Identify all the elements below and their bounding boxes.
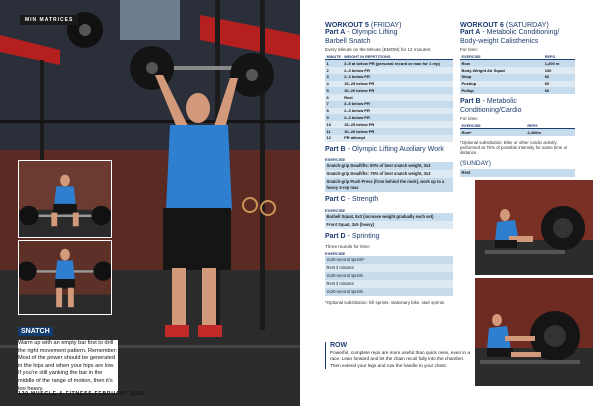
friday-part-b-header: EXERCISE <box>325 157 346 163</box>
exercise-cell: Pushup <box>460 81 543 88</box>
minute-cell: 8 <box>325 108 343 115</box>
row-title: ROW <box>330 342 348 349</box>
table-header-weight: WEIGHT IN REPETITIONS <box>343 54 453 60</box>
minute-cell: 7 <box>325 101 343 108</box>
weight-cell: 10–20 below PR <box>343 87 453 94</box>
table-header-reps: REPS <box>526 123 575 129</box>
saturday-footnote: *Optional substitution: Bike or other cardio activity performed at 75% of possible intensity for same time or distance. <box>460 140 568 156</box>
friday-footnote: *Optional substitution: hill sprints, stationary bike, stair sprints. <box>325 300 446 306</box>
minute-cell: 9 <box>325 114 343 121</box>
friday-part-c <box>325 196 453 205</box>
weight-cell: Rest <box>343 94 453 101</box>
minute-cell: 12 <box>325 135 343 142</box>
list-item: Barbell Squat, 5x3 (increase weight gradually each set) <box>325 213 453 221</box>
minute-cell: 4 <box>325 81 343 88</box>
saturday-part-a-label: Part A <box>460 29 481 36</box>
saturday-part-b-name: - Metabolic Conditioning/Cardio <box>460 98 522 114</box>
table-row <box>325 87 453 94</box>
weight-cell: 3–5 below PR <box>343 101 453 108</box>
snatch-emom-table <box>325 54 453 142</box>
table-row <box>460 67 575 74</box>
weight-cell: PR attempt <box>343 135 453 142</box>
list-item: Snatch-grip Push Press (from behind the neck), work up to a heavy 3-rep max <box>325 178 453 192</box>
calisthenics-table <box>460 54 575 94</box>
table-header-exercise: EXERCISE <box>460 54 543 60</box>
weight-cell: 15–25 below PR <box>343 121 453 128</box>
table-row <box>325 101 453 108</box>
saturday-part-a-note: For time: <box>460 47 479 52</box>
table-row <box>325 94 453 101</box>
friday-part-a-note: Every Minute on the Minute (EMOM) for 12 minutes: <box>325 47 432 52</box>
list-item: Snatch-grip Deadlifts: 75% of best snatch weight, 3x3 <box>325 170 453 178</box>
table-row <box>325 114 453 121</box>
sunday-rest: Rest <box>460 169 575 177</box>
friday-part-d-note: Three rounds for time: <box>325 244 371 250</box>
minute-cell: 1 <box>325 60 343 67</box>
weight-cell: 10–20 below PR <box>343 128 453 135</box>
friday-part-a-name2: Barbell Snatch <box>325 37 371 45</box>
list-item: Front Squat, 3x5 (heavy) <box>325 221 453 229</box>
cardio-table <box>460 123 575 136</box>
table-row <box>460 87 575 94</box>
friday-part-d-header: EXERCISE <box>325 251 346 257</box>
saturday-part-b-label: Part B <box>460 98 481 106</box>
minute-cell: 10 <box>325 121 343 128</box>
list-item: Rest 3 minutes <box>325 264 453 272</box>
snatch-text: Warm up with an empty bar first to drill the right movement pattern. Remember: Most of the power should be generated in the hips and when your hips are low. If you're still yanking the bar in the middle of the range of motion, then it's too heavy. <box>18 340 118 392</box>
sunday-label: (SUNDAY) <box>460 160 491 168</box>
saturday-part-b <box>460 98 575 115</box>
workout-5-title <box>325 20 453 29</box>
list-item: Rest 3 minutes <box>325 280 453 288</box>
minute-cell: 5 <box>325 87 343 94</box>
friday-part-c-label: Part C <box>325 196 346 204</box>
table-row <box>325 135 453 142</box>
weight-cell: 2–3 below PR <box>343 67 453 74</box>
friday-part-b-label: Part B <box>325 145 346 153</box>
friday-part-d-label: Part D <box>325 232 346 240</box>
exercise-cell: Pullup <box>460 87 543 94</box>
friday-part-c-header: EXERCISE <box>325 207 346 213</box>
workout-5-day: (FRIDAY) <box>370 20 402 29</box>
reps-cell: 60 <box>543 81 575 88</box>
rowing-photo-catch <box>475 180 593 275</box>
reps-cell: 2,400m <box>526 129 575 136</box>
minute-cell: 6 <box>325 94 343 101</box>
rowing-photo-finish <box>475 278 593 386</box>
workout-5-label: WORKOUT 5 <box>325 20 369 29</box>
friday-part-d-name: - Sprinting <box>347 232 380 240</box>
workout-6-day: (SATURDAY) <box>505 20 549 29</box>
snatch-caption <box>18 320 118 393</box>
section-tag: MIN MATRICES <box>20 15 78 25</box>
minute-cell: 11 <box>325 128 343 135</box>
table-header-reps: REPS <box>543 54 575 60</box>
row-text: Powerful, complete reps are more useful than quick ones, even in a race. Lean forward and let the chain recoil fully into the chamber. Then extend your legs and row the handle to your chest. <box>330 350 470 368</box>
weight-cell: 15–25 below PR <box>343 81 453 88</box>
weight-cell: 2–3 below PR <box>343 108 453 115</box>
table-header-minute: MINUTE <box>326 54 342 59</box>
friday-part-d <box>325 233 453 242</box>
weight-cell: 2–3 below PR <box>343 114 453 121</box>
row-caption <box>325 342 473 369</box>
saturday-part-a-name: - Metabolic Conditioning/ Body-weight Calisthenics <box>460 29 560 45</box>
friday-part-c-name: - Strength <box>347 196 379 204</box>
workout-6-title <box>460 20 575 29</box>
weight-cell: 2–3 below PR <box>343 74 453 81</box>
table-row <box>325 74 453 81</box>
workout-5-column <box>325 20 453 305</box>
minute-cell: 3 <box>325 74 343 81</box>
snatch-title: SNATCH <box>18 327 53 336</box>
exercise-cell: Row* <box>460 129 526 136</box>
friday-part-b <box>325 146 453 155</box>
table-row <box>325 67 453 74</box>
saturday-part-a <box>460 29 575 46</box>
list-item: 2x20-second sprints <box>325 288 453 296</box>
exercise-cell: Body-Weight Air Squat <box>460 67 543 74</box>
table-row <box>325 60 453 67</box>
friday-part-a-name: - Olympic Lifting <box>347 29 398 36</box>
friday-part-a <box>325 29 453 46</box>
reps-cell: 100 <box>543 67 575 74</box>
snatch-photo-start <box>18 160 112 238</box>
table-header-exercise: EXERCISE <box>460 123 526 129</box>
reps-cell: 60 <box>543 87 575 94</box>
workout-6-label: WORKOUT 6 <box>460 20 504 29</box>
friday-part-a-label: Part A <box>325 29 346 36</box>
table-row <box>460 60 575 67</box>
table-row <box>325 108 453 115</box>
minute-cell: 2 <box>325 67 343 74</box>
workout-6-column <box>460 20 575 177</box>
table-row <box>325 81 453 88</box>
weight-cell: 3–5 at below PR (personal record or max for 1 rep) <box>343 60 453 67</box>
reps-cell: 1,200 m <box>543 60 575 67</box>
table-row <box>325 121 453 128</box>
list-item: Snatch-grip Deadlifts: 80% of best snatch weight, 3x3 <box>325 162 453 170</box>
exercise-cell: Row <box>460 60 543 67</box>
table-row <box>460 81 575 88</box>
friday-part-b-name: - Olympic Lifting Auxiliary Work <box>347 145 444 153</box>
table-row <box>325 128 453 135</box>
page-folio: 120 MUSCLE & FITNESS FEBRUARY 2016 <box>18 391 145 397</box>
reps-cell: 60 <box>543 74 575 81</box>
exercise-cell: Situp <box>460 74 543 81</box>
list-item: 2x40-second sprints <box>325 272 453 280</box>
saturday-part-b-note: For time: <box>460 116 479 122</box>
table-row <box>460 129 575 136</box>
list-item: 2x40-second sprints* <box>325 256 453 264</box>
table-row <box>460 74 575 81</box>
snatch-photo-pull <box>18 240 112 315</box>
right-page <box>300 0 600 406</box>
